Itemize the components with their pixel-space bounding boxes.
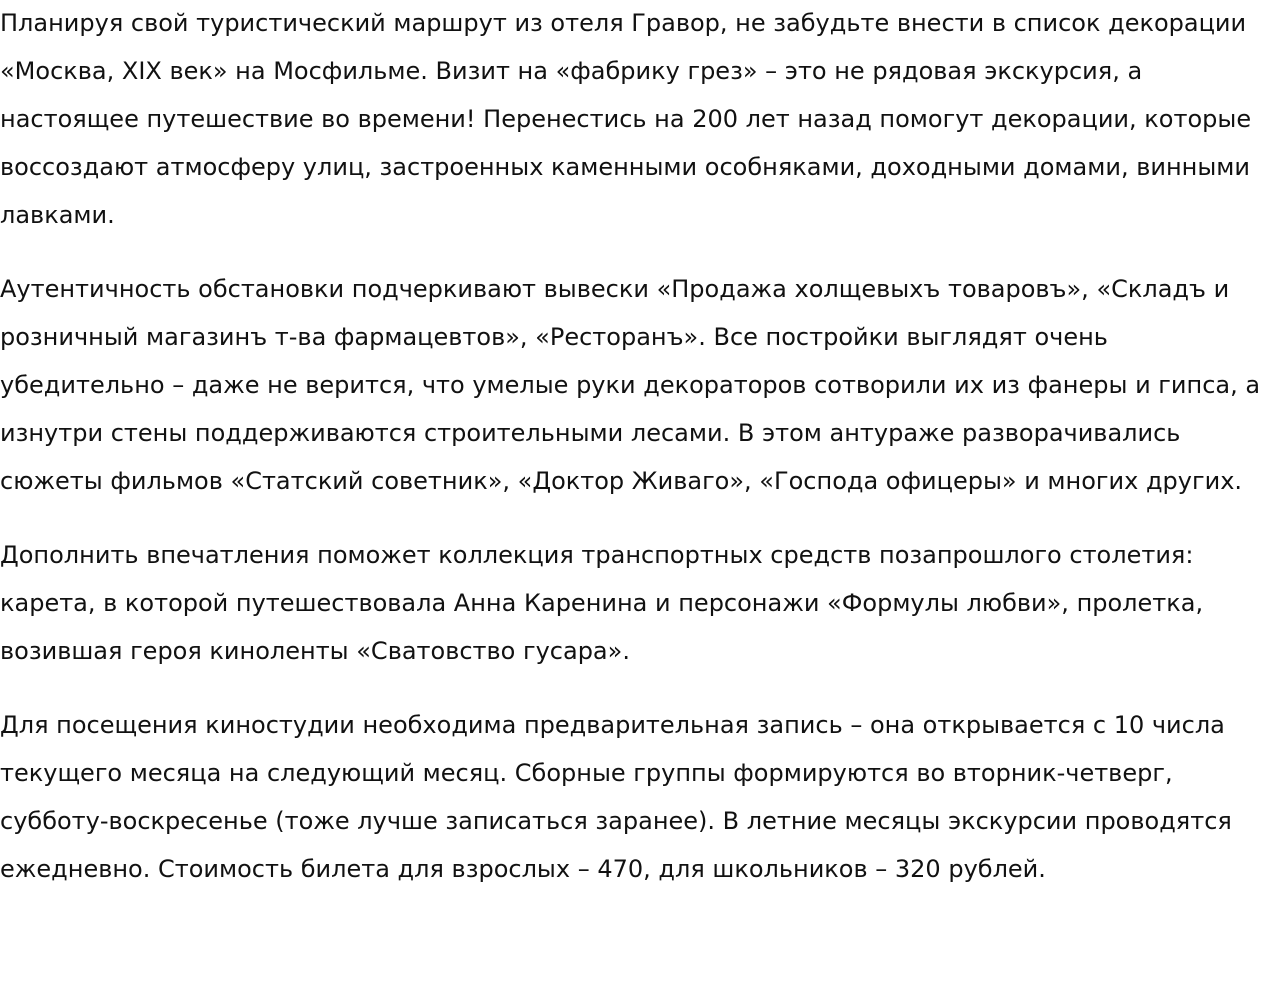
article-paragraph-visit-info: Для посещения киностудии необходима предварительная запись – она открывается с 10 числа текущего месяца на следующий месяц. Сборные группы формируются во вторник-четверг, субботу-воскресенье (тоже лучше записаться заранее). В летние месяцы экскурсии проводятся ежедневно. Стоимость билета для взрослых – 470, для школьников – 320 рублей. bbox=[0, 711, 1232, 883]
article-paragraph-signs: Аутентичность обстановки подчеркивают вывески «Продажа холщевыхъ товаровъ», «Складъ и розничный магазинъ т-ва фармацевтов», «Ресторанъ». Все постройки выглядят очень убедительно – даже не верится, что умелые руки декораторов сотворили их из фанеры и гипса, а изнутри стены поддерживаются строительными лесами. В этом антураже разворачивались сюжеты фильмов «Статский советник», «Доктор Живаго», «Господа офицеры» и многих других. bbox=[0, 275, 1261, 495]
article-paragraph-intro: Планируя свой туристический маршрут из отеля Гравор, не забудьте внести в список декорации «Москва, XIX век» на Мосфильме. Визит на «фабрику грез» – это не рядовая экскурсия, а настоящее путешествие во времени! Перенестись на 200 лет назад помогут декорации, которые воссоздают атмосферу улиц, застроенных каменными особняками, доходными домами, винными лавками. bbox=[0, 9, 1252, 229]
article-paragraph-transport: Дополнить впечатления поможет коллекция транспортных средств позапрошлого столетия: карета, в которой путешествовала Анна Каренина и персонажи «Формулы любви», пролетка, возившая героя киноленты «Сватовство гусара». bbox=[0, 541, 1204, 665]
